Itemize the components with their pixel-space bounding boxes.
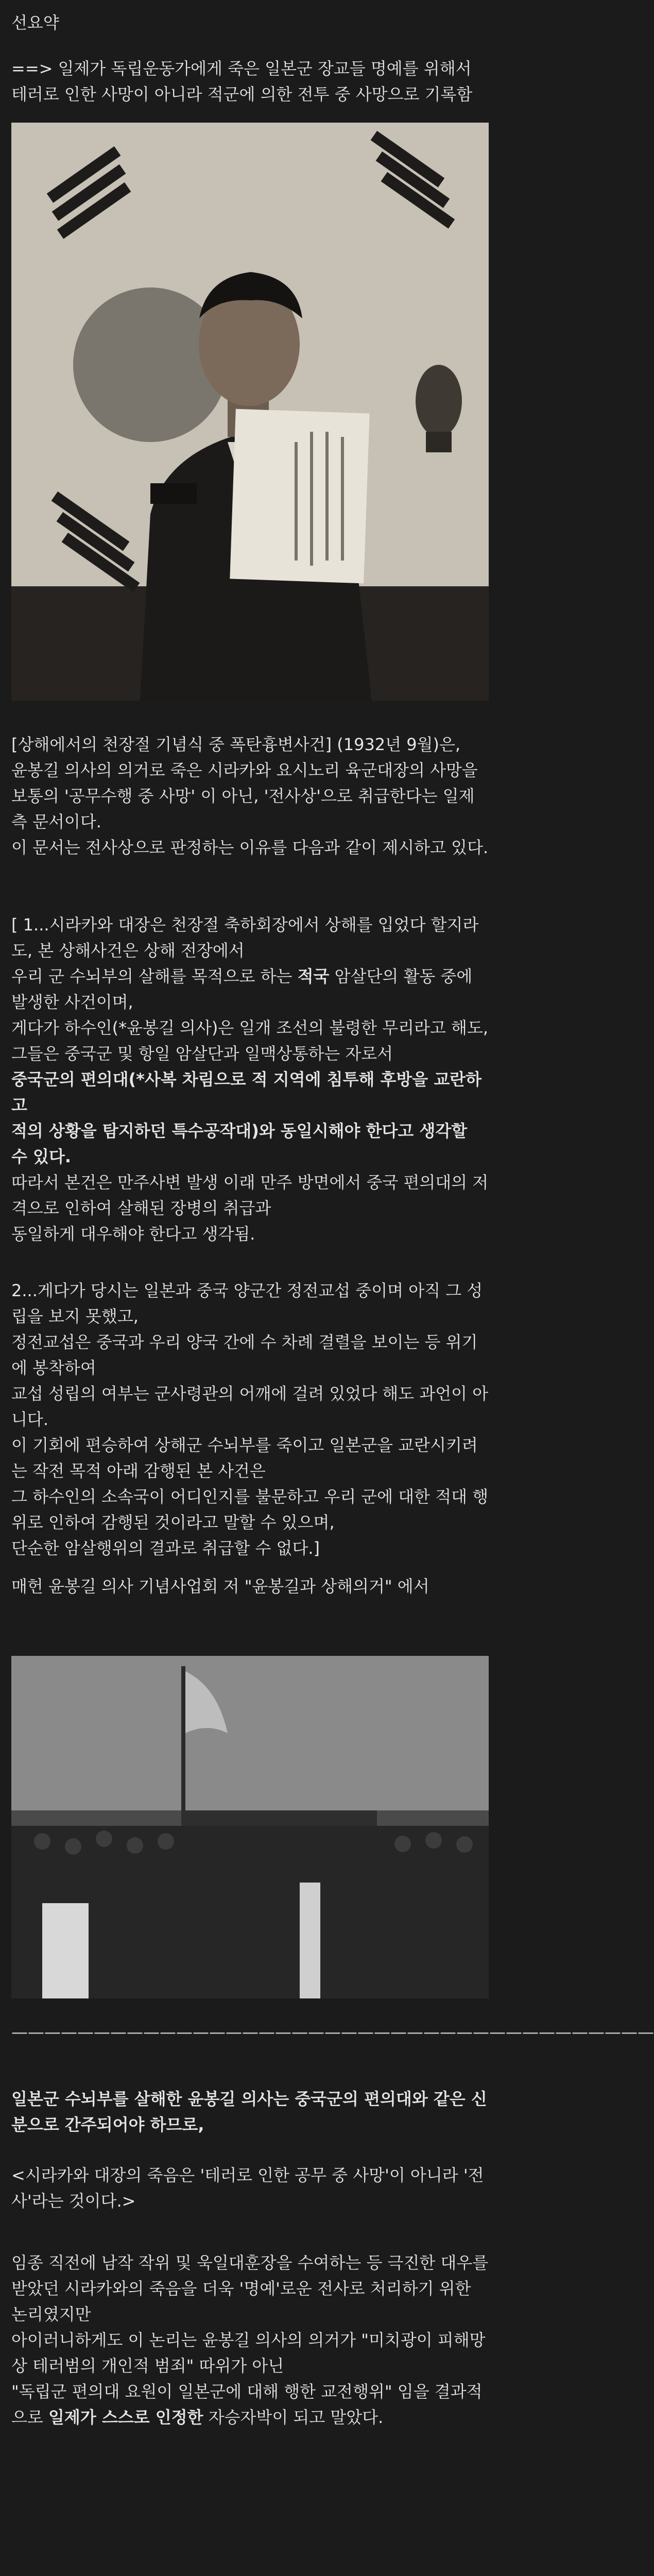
para2-line-1: [ 1...시라카와 대장은 천장절 축하회장에서 상해를 입었다 할지라도, 본 상해사건은 상해 전장에서 [11, 915, 479, 960]
para2-line-2: 우리 군 수뇌부의 살해를 목적으로 하는 적국 암살단의 활동 중에 발생한 사건이며, [11, 967, 473, 1012]
para5-line-1: 임종 직전에 남작 작위 및 욱일대훈장을 수여하는 등 극진한 대우를 받았던 시라카와의 죽음을 더욱 '명예'로운 전사로 처리하기 위한 논리였지만 [11, 2253, 489, 2324]
divider-line: ——————————————————————————————————————— [11, 2022, 654, 2042]
para2-line-3: 게다가 하수인(*윤봉길 의사)은 일개 조선의 불령한 무리라고 해도, 그들은 중국군 및 항일 암살단과 일맥상통하는 자로서 [11, 1018, 489, 1063]
para3-line-3: 교섭 성립의 여부는 군사령관의 어깨에 걸려 있었다 해도 과언이 아니다. [11, 1384, 489, 1429]
portrait-illustration [11, 123, 489, 701]
para3-line-6: 단순한 암살행위의 결과로 취급할 수 없다.] [11, 1538, 320, 1558]
para2-line-6: 따라서 본건은 만주사변 발생 이래 만주 방면에서 중국 편의대의 저격으로 인하여 살해된 장병의 취급과 [11, 1173, 489, 1218]
ceremony-illustration [11, 1656, 489, 1998]
para3-line-2: 정전교섭은 중국과 우리 양국 간에 수 차례 결렬을 보이는 등 위기에 봉착하여 [11, 1332, 478, 1378]
para3-line-4: 이 기회에 편승하여 상해군 수뇌부를 죽이고 일본군을 교란시키려는 작전 목적 아래 감행된 본 사건은 [11, 1435, 478, 1481]
intro-line-1: ==> 일제가 독립운동가에게 죽은 일본군 장교들 명예를 위해서 [11, 59, 472, 78]
hongkou-park-ceremony-photo [11, 1656, 489, 1998]
para2-line-7: 동일하게 대우해야 한다고 생각됨. [11, 1224, 255, 1244]
enemy-country-bold: 적국 [297, 967, 330, 986]
para2-line-5: 적의 상황을 탐지하던 특수공작대)와 동일시해야 한다고 생각할 수 있다. [11, 1121, 468, 1166]
para1-line-3: 보통의 '공무수행 중 사망' 이 아닌, '전사상'으로 취급한다는 일제 측 문서이다. [11, 786, 475, 832]
para1-line-4: 이 문서는 전사상으로 판정하는 이유를 다음과 같이 제시하고 있다. [11, 838, 489, 857]
source-citation: 매헌 윤봉길 의사 기념사업회 저 "윤봉길과 상해의거" 에서 [11, 1577, 429, 1596]
para4-line-2: <시라카와 대장의 죽음은 '테러로 인한 공무 중 사망'이 아니라 '전사'라는 것이다.> [11, 2165, 484, 2211]
intro-line-2: 테러로 인한 사망이 아니라 적군에 의한 전투 중 사망으로 기록함 [11, 84, 473, 104]
para1-line-2: 윤봉길 의사의 의거로 죽은 시라카와 요시노리 육군대장의 사망을 [11, 760, 478, 780]
para5-line-3: "독립군 편의대 요원이 일본군에 대해 행한 교전행위" 임을 결과적으로 일제가 스스로 인정한 자승자박이 되고 말았다. [11, 2382, 483, 2427]
yun-bong-gil-portrait-photo [11, 123, 489, 701]
para1-line-1: [상해에서의 천장절 기념식 중 폭탄흉변사건] (1932년 9월)은, [11, 735, 461, 754]
post-title: 선요약 [11, 13, 59, 32]
para5-line-2: 아이러니하게도 이 논리는 윤봉길 의사의 의거가 "미치광이 피해망상 테러범의 개인적 범죄" 따위가 아닌 [11, 2330, 486, 2376]
para3-line-5: 그 하수인의 소속국이 어디인지를 불문하고 우리 군에 대한 적대 행위로 인하여 감행된 것이라고 말할 수 있으며, [11, 1487, 489, 1532]
para4-line-1: 일본군 수뇌부를 살해한 윤봉길 의사는 중국군의 편의대와 같은 신분으로 간주되어야 하므로, [11, 2089, 487, 2134]
para2-line-4: 중국군의 편의대(*사복 차림으로 적 지역에 침투해 후방을 교란하고 [11, 1070, 482, 1115]
self-admitted-bold: 일제가 스스로 인정한 [48, 2408, 203, 2427]
para3-line-1: 2...게다가 당시는 일본과 중국 양군간 정전교섭 중이며 아직 그 성립을 보지 못했고, [11, 1281, 483, 1326]
